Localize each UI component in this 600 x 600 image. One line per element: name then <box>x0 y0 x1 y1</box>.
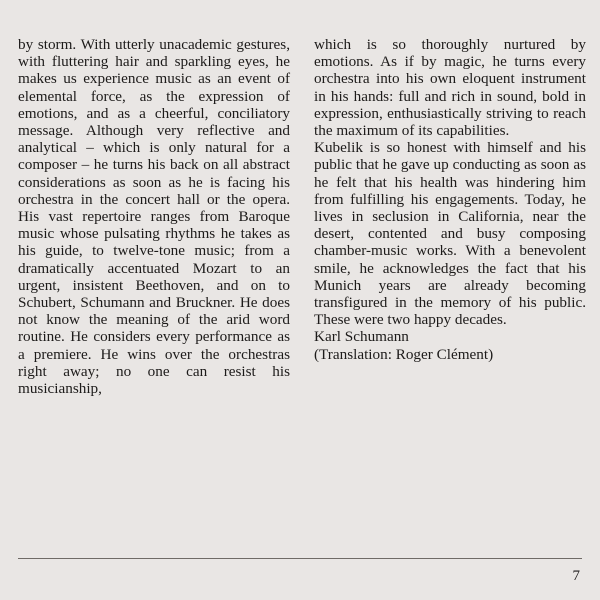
translation-credit: (Translation: Roger Clément) <box>314 345 494 363</box>
right-text-column <box>314 36 586 363</box>
footer-rule <box>18 558 582 559</box>
author-name: Karl Schumann <box>314 328 409 346</box>
page-number: 7 <box>572 568 580 584</box>
right-paragraph-1: which is so thoroughly nurtured by emotions. As if by magic, he turns every orchestra into his own eloquent instrument in his hands: full and rich in sound, bold in expression, enthusiastically striving to reach the maximum of its capabilities. <box>314 36 586 140</box>
left-text-column <box>18 36 290 397</box>
right-paragraph-2: Kubelik is so honest with himself and his public that he gave up conducting as soon as he felt that his health was hindering him from fulfilling his engagements. Today, he lives in seclusion in California, near the desert, contented and busy composing chamber-music works. With a benevolent smile, he acknowledges the fact that his Munich years are already becoming transfigured in the memory of his public. These were two happy decades. <box>314 139 586 329</box>
left-paragraph: by storm. With utterly unacademic gestures, with fluttering hair and sparkling eyes, he makes us experience music as an event of elemental force, as the expression of emotions, and as a cheerful, conciliatory message. Although very reflective and analytical – which is only natural for a composer – he turns his back on all abstract considerations as soon as he is facing his orchestra in the concert hall or the opera. His vast repertoire ranges from Baroque music whose pulsating rhythms he takes as his guide, to twelve-tone music; from a dramatically accentuated Mozart to an urgent, insistent Beethoven, and on to Schubert, Schumann and Bruckner. He does not know the meaning of the arid word routine. He considers every performance as a premiere. He wins over the orchestras right away; no one can resist his musicianship, <box>18 36 290 398</box>
